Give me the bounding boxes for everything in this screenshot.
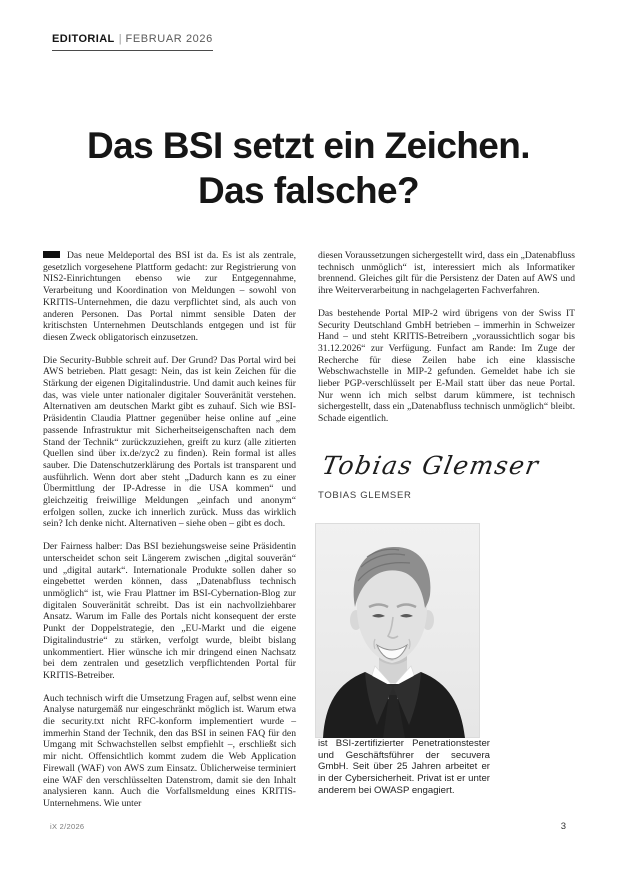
photo-caption: ist BSI-zertifizierter Penetrationstester und Geschäftsführer der secuvera GmbH. Seit über 25 Jahren arbeitet er in der Cybersicherheit. Privat ist er unter anderem bei OWASP engagiert. (318, 737, 490, 796)
author-name: TOBIAS GLEMSER (318, 489, 412, 501)
page-footer (50, 821, 566, 832)
body-paragraph: diesen Voraussetzungen sichergestellt wird, dass ein „Datenabfluss technisch unmöglich“ ist, interessiert mich als Informatiker brennend. Gleiches gilt für die Persistenz der Daten auf AWS und ihre Weiterverarbeitung in nachgelagerten Fachverfahren. (318, 250, 575, 297)
right-column (318, 250, 575, 821)
left-column (43, 250, 296, 821)
author-signature: Tobias Glemser (320, 450, 542, 480)
page-number: 3 (560, 821, 566, 832)
portrait-illustration (315, 523, 480, 738)
body-paragraph: Das bestehende Portal MIP-2 wird übrigens von der Swiss IT Security Deutschland GmbH betrieben – immerhin in Schweizer Hand – und steht KRITIS-Betreibern „voraussichtlich sogar bis 31.12.2026“ zur Verfügung. Funfact am Rande: Im Zuge der Recherche für diese Zeilen habe ich eine klassische Webschwachstelle in MIP-2 gefunden. Gemeldet habe ich sie lieber PGP-verschlüsselt per E-Mail statt über das neue Portal. Nur wenn ich mich selbst darum kümmere, ist technisch sichergestellt, dass ein „Datenabfluss technisch unmöglich“ bleibt. Schade eigentlich. (318, 307, 575, 425)
issue-label: iX 2/2026 (50, 822, 85, 831)
body-paragraph: Der Fairness halber: Das BSI beziehungsweise seine Präsidentin unterscheidet schon seit Längerem zwischen „digital souverän“ und „digital autark“. Internationale Produkte sollen daher so eingebettet werden können, dass „Datenabfluss technisch unmöglich“ ist, wie Frau Plattner im BSI-Cybernation-Blog zur digitalen Souveränität schreibt. Das ist ein nachvollziehbarer Ansatz. Warum im Falle des Portals nicht konsequent der erste Punkt der Doppelstrategie, den „EU-Markt und die eigene Digitalindustrie“ zu stärken, verfolgt wurde, bleibt bislang unkommentiert. Hier wünsche ich mir dringend einen Nachsatz bei dem zentralen und gesetzlich verpflichtenden Portal für KRITIS-Betreiber. (43, 541, 296, 681)
article-body (43, 250, 575, 821)
issue-date: FEBRUAR 2026 (125, 33, 213, 45)
kicker-separator: | (118, 33, 122, 45)
section-label: EDITORIAL (52, 33, 115, 45)
paragraph-start-marker-icon (43, 251, 60, 258)
title-line-1: Das BSI setzt ein Zeichen. (87, 125, 530, 166)
body-paragraph: Die Security-Bubble schreit auf. Der Grund? Das Portal wird bei AWS betrieben. Platt gesagt: Nein, das ist kein Zeichen für die Stärkung der eigenen Digitalindustrie. Und damit auch keines für das, was viele unter nationaler digitaler Souveränität verstehen. Alternativen am deutschen Markt gibt es zuhauf. Sich wie BSI-Präsidentin Claudia Plattner gegenüber heise online auf „eine passende Infrastruktur mit Sicherheitseigenschaften nach dem Stand der Technik“ zurückzuziehen, greift zu kurz (alle zitierten Quellen sind über ix.de/zyc2 zu finden). Rein formal ist alles sauber. Die Datenschutzerklärung des Portals ist transparent und ausführlich. Wenn dort aber steht „Dadurch kann es zu einer Übermittlung der IP-Adresse in die USA kommen“ und gleichzeitig freiwillige Meldungen „einfach und anonym“ erfolgen sollen, zucke ich innerlich zurück. Muss das wirklich sein? Ich denke nicht. Alternativen – siehe oben – gibt es doch. (43, 354, 296, 530)
body-paragraph (43, 250, 296, 344)
body-paragraph: Auch technisch wirft die Umsetzung Fragen auf, selbst wenn eine Analyse naturgemäß nur eingeschränkt möglich ist. Warum etwa die security.txt nicht RFC-konform implementiert wurde – immerhin Stand der Technik, den das BSI in seinen FAQ für den Umgang mit Schwachstellen selbst empfiehlt –, erschließt sich mir nicht. Offensichtlich kommt zudem die Web Application Firewall (WAF) von AWS zum Einsatz. Üblicherweise terminiert eine WAF den verschlüsselten Datenstrom, damit sie den Inhalt analysieren kann. Auch die Vorfallsmeldung eines KRITIS-Unternehmens. Wie unter (43, 692, 296, 809)
page-title (0, 123, 617, 213)
author-portrait-photo (315, 523, 480, 738)
section-kicker (52, 33, 213, 51)
paragraph-text: Das neue Meldeportal des BSI ist da. Es ist als zentrale, gesetzlich vorgesehene Plattform gedacht: zur Registrierung von NIS2-Einrichtungen ebenso wie zur Entgegennahme, Verarbeitung und Koordination von Meldungen – sowohl von KRITIS-Unternehmen, die dazu verpflichtet sind, als auch von anderen Personen. Das Portal nimmt sensible Daten der kritischsten Unternehmen Deutschlands entgegen und ist für diesen Zweck obligatorisch einzusetzen. (43, 250, 296, 343)
title-line-2: Das falsche? (197, 170, 420, 211)
